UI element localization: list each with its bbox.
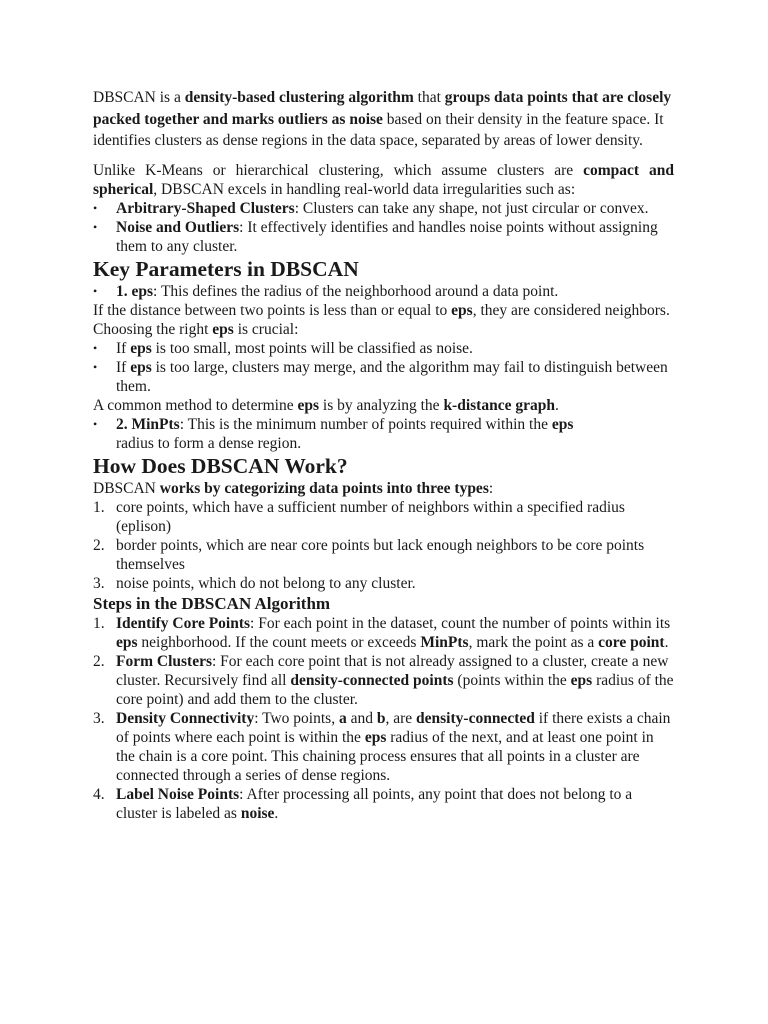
document-page xyxy=(93,87,674,823)
eps-param-list xyxy=(93,282,674,301)
key-parameters-heading: Key Parameters in DBSCAN xyxy=(93,256,359,281)
list-item: • If eps is too small, most points will be classified as noise. xyxy=(93,339,674,358)
eps-cases-list xyxy=(93,339,674,396)
list-item: • If eps is too large, clusters may merge, and the algorithm may fail to distinguish between them. xyxy=(93,358,674,396)
list-item: • 1. eps: This defines the radius of the neighborhood around a data point. xyxy=(93,282,674,301)
list-item: 3. Density Connectivity: Two points, a and b, are density-connected if there exists a chain of points where each point is within the eps radius of the next, and at least one point in the chain is a core point. This chaining process ensures that all points in a cluster are connected through a series of dense regions. xyxy=(93,709,671,784)
how-intro: DBSCAN works by categorizing data points into three types: xyxy=(93,479,494,497)
list-item: 1. core points, which have a sufficient number of neighbors within a specified radius (eplison) xyxy=(93,498,625,535)
list-item: 1. Identify Core Points: For each point in the dataset, count the number of points within its eps neighborhood. If the count meets or exceeds MinPts, mark the point as a core point. xyxy=(93,614,671,651)
k-distance-note: A common method to determine eps is by analyzing the k-distance graph. xyxy=(93,396,559,414)
eps-description: If the distance between two points is less than or equal to eps, they are considered neighbors. Choosing the right eps is crucial: xyxy=(93,301,670,338)
steps-list xyxy=(93,614,674,823)
point-types-list xyxy=(93,498,674,593)
minpts-param-list xyxy=(93,415,674,453)
list-item: 3. noise points, which do not belong to any cluster. xyxy=(93,574,416,592)
unlike-paragraph: Unlike K-Means or hierarchical clustering, which assume clusters are compact and spherical, DBSCAN excels in handling real-world data irregularities such as: xyxy=(93,161,674,198)
how-dbscan-works-heading: How Does DBSCAN Work? xyxy=(93,453,348,478)
list-item: 2. Form Clusters: For each core point that is not already assigned to a cluster, create a new cluster. Recursively find all density-connected points (points within the eps radius of the core point) and add them to the cluster. xyxy=(93,652,674,708)
list-item: • 2. MinPts: This is the minimum number of points required within the eps radius to form a dense region. xyxy=(93,415,674,453)
list-item: • Arbitrary-Shaped Clusters: Clusters can take any shape, not just circular or convex. xyxy=(93,199,674,218)
irregularities-list xyxy=(93,199,674,256)
intro-paragraph: DBSCAN is a density-based clustering algorithm that groups data points that are closely packed together and marks outliers as noise based on their density in the feature space. It identifies clusters as dense regions in the data space, separated by areas of lower density. xyxy=(93,89,672,149)
list-item: 2. border points, which are near core points but lack enough neighbors to be core points themselves xyxy=(93,536,645,573)
list-item: 4. Label Noise Points: After processing all points, any point that does not belong to a cluster is labeled as noise. xyxy=(93,785,633,822)
list-item: • Noise and Outliers: It effectively identifies and handles noise points without assigning them to any cluster. xyxy=(93,218,674,256)
steps-heading: Steps in the DBSCAN Algorithm xyxy=(93,593,331,613)
